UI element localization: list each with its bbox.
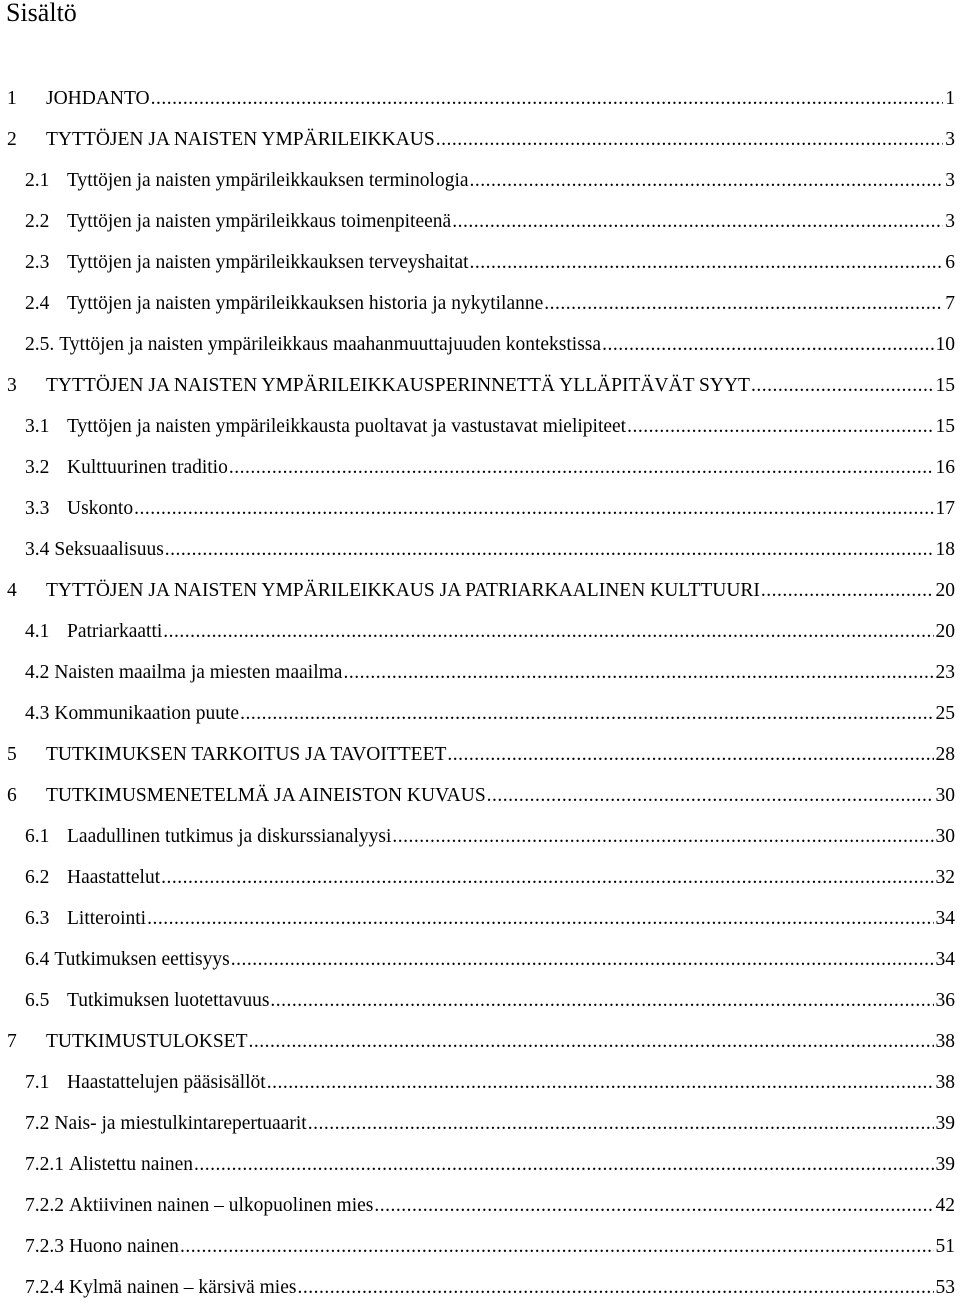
dot-leader: [470, 242, 944, 283]
toc-entry[interactable]: [0, 119, 960, 160]
dot-leader: [151, 78, 944, 119]
toc-entry[interactable]: [0, 1103, 960, 1144]
toc-entry-number: 1: [7, 78, 46, 119]
toc-entry-page-number: 42: [936, 1185, 960, 1226]
toc-entry[interactable]: [0, 1267, 960, 1308]
toc-entry[interactable]: [0, 529, 960, 570]
dot-leader: [308, 1103, 934, 1144]
dot-leader: [147, 898, 933, 939]
page-title: Sisältö: [6, 0, 77, 28]
toc-entry-title: Haastattelut: [67, 857, 160, 898]
toc-entry-page-number: 30: [936, 816, 960, 857]
dot-leader: [165, 529, 934, 570]
toc-entry-title: TYTTÖJEN JA NAISTEN YMPÄRILEIKKAUS: [46, 119, 435, 160]
dot-leader: [487, 775, 934, 816]
toc-entry-page-number: 34: [936, 898, 960, 939]
dot-leader: [343, 652, 933, 693]
toc-entry-page-number: 34: [936, 939, 960, 980]
toc-entry-page-number: 53: [936, 1267, 960, 1308]
toc-entry-title: Laadullinen tutkimus ja diskurssianalyysi: [67, 816, 391, 857]
dot-leader: [452, 201, 943, 242]
toc-entry-page-number: 7: [945, 283, 960, 324]
toc-entry[interactable]: [0, 1144, 960, 1185]
toc-entry-page-number: 32: [936, 857, 960, 898]
toc-entry[interactable]: [0, 365, 960, 406]
toc-entry-page-number: 25: [936, 693, 960, 734]
dot-leader: [180, 1226, 934, 1267]
toc-entry-title: TYTTÖJEN JA NAISTEN YMPÄRILEIKKAUSPERINNETTÄ YLLÄPITÄVÄT SYYT: [46, 365, 750, 406]
dot-leader: [447, 734, 933, 775]
toc-entry-page-number: 3: [945, 119, 960, 160]
toc-entry-number: 6.4: [25, 939, 54, 980]
toc-entry[interactable]: [0, 406, 960, 447]
toc-entry-page-number: 15: [936, 365, 960, 406]
toc-entry[interactable]: [0, 488, 960, 529]
toc-entry[interactable]: [0, 1021, 960, 1062]
dot-leader: [194, 1144, 933, 1185]
dot-leader: [161, 857, 933, 898]
dot-leader: [267, 1062, 934, 1103]
dot-leader: [240, 693, 933, 734]
toc-entry[interactable]: [0, 734, 960, 775]
toc-entry-title: Nais- ja miestulkintarepertuaarit: [54, 1103, 306, 1144]
toc-entry-title: Huono nainen: [69, 1226, 179, 1267]
toc-entry-number: 5: [7, 734, 46, 775]
toc-entry-number: 2.3: [25, 242, 67, 283]
dot-leader: [134, 488, 933, 529]
toc-entry-number: 2.1: [25, 160, 67, 201]
toc-entry-number: 3.2: [25, 447, 67, 488]
toc-entry[interactable]: [0, 652, 960, 693]
toc-entry[interactable]: [0, 816, 960, 857]
toc-entry-title: Naisten maailma ja miesten maailma: [54, 652, 342, 693]
toc-entry-number: 4.1: [25, 611, 67, 652]
toc-entry-page-number: 15: [936, 406, 960, 447]
toc-entry-title: Tyttöjen ja naisten ympärileikkauksen terminologia: [67, 160, 469, 201]
toc-entry-page-number: 38: [936, 1062, 960, 1103]
toc-entry-title: Tyttöjen ja naisten ympärileikkaus maahanmuuttajuuden kontekstissa: [59, 324, 601, 365]
toc-entry-title: TYTTÖJEN JA NAISTEN YMPÄRILEIKKAUS JA PATRIARKAALINEN KULTTUURI: [46, 570, 760, 611]
toc-entry-title: Tutkimuksen eettisyys: [54, 939, 229, 980]
toc-entry-page-number: 20: [936, 611, 960, 652]
table-of-contents: [0, 78, 960, 1308]
toc-entry-page-number: 3: [945, 160, 960, 201]
toc-entry[interactable]: [0, 693, 960, 734]
toc-entry[interactable]: [0, 447, 960, 488]
toc-entry-number: 4: [7, 570, 46, 611]
toc-entry-page-number: 51: [936, 1226, 960, 1267]
toc-entry[interactable]: [0, 1226, 960, 1267]
toc-entry-page-number: 38: [936, 1021, 960, 1062]
toc-entry[interactable]: [0, 1185, 960, 1226]
toc-entry-page-number: 1: [945, 78, 960, 119]
toc-entry-number: 7.2.2: [25, 1185, 69, 1226]
dot-leader: [761, 570, 934, 611]
toc-entry[interactable]: [0, 570, 960, 611]
toc-entry-title: Haastattelujen pääsisällöt: [67, 1062, 266, 1103]
toc-entry-title: Uskonto: [67, 488, 133, 529]
toc-entry-number: 3.3: [25, 488, 67, 529]
toc-entry[interactable]: [0, 160, 960, 201]
toc-entry[interactable]: [0, 775, 960, 816]
dot-leader: [270, 980, 933, 1021]
toc-entry-page-number: 18: [936, 529, 960, 570]
toc-entry-number: 7.2: [25, 1103, 54, 1144]
toc-entry[interactable]: [0, 611, 960, 652]
toc-entry-page-number: 3: [945, 201, 960, 242]
toc-entry[interactable]: [0, 283, 960, 324]
toc-entry-title: Kommunikaation puute: [54, 693, 239, 734]
toc-entry-number: 6.5: [25, 980, 67, 1021]
toc-entry-title: Tyttöjen ja naisten ympärileikkaus toimenpiteenä: [67, 201, 451, 242]
toc-entry-title: Tyttöjen ja naisten ympärileikkauksen historia ja nykytilanne: [67, 283, 543, 324]
toc-entry-number: 6.2: [25, 857, 67, 898]
dot-leader: [627, 406, 933, 447]
dot-leader: [470, 160, 944, 201]
toc-entry[interactable]: [0, 201, 960, 242]
toc-entry-number: 2.4: [25, 283, 67, 324]
toc-entry-page-number: 39: [936, 1103, 960, 1144]
toc-entry[interactable]: [0, 898, 960, 939]
dot-leader: [751, 365, 934, 406]
toc-entry-number: 7.2.3: [25, 1226, 69, 1267]
toc-entry-title: TUTKIMUSMENETELMÄ JA AINEISTON KUVAUS: [46, 775, 486, 816]
toc-entry-number: 2.5.: [25, 324, 59, 365]
dot-leader: [297, 1267, 933, 1308]
toc-entry[interactable]: [0, 980, 960, 1021]
toc-entry-title: Kulttuurinen traditio: [67, 447, 228, 488]
toc-entry-title: Litterointi: [67, 898, 146, 939]
toc-entry-number: 3.1: [25, 406, 67, 447]
toc-entry[interactable]: [0, 242, 960, 283]
dot-leader: [392, 816, 933, 857]
toc-entry-number: 3.4: [25, 529, 54, 570]
dot-leader: [231, 939, 934, 980]
toc-entry-page-number: 16: [936, 447, 960, 488]
toc-entry[interactable]: [0, 78, 960, 119]
toc-entry-number: 4.2: [25, 652, 54, 693]
toc-entry-page-number: 28: [936, 734, 960, 775]
toc-entry-page-number: 17: [936, 488, 960, 529]
toc-entry-page-number: 20: [936, 570, 960, 611]
toc-entry-number: 7.2.1: [25, 1144, 69, 1185]
toc-entry-title: JOHDANTO: [46, 78, 150, 119]
dot-leader: [374, 1185, 933, 1226]
toc-entry-page-number: 23: [936, 652, 960, 693]
toc-entry[interactable]: [0, 939, 960, 980]
toc-entry-title: Aktiivinen nainen – ulkopuolinen mies: [69, 1185, 373, 1226]
toc-entry-title: Tutkimuksen luotettavuus: [67, 980, 269, 1021]
toc-entry-number: 2.2: [25, 201, 67, 242]
toc-entry-number: 6.1: [25, 816, 67, 857]
toc-entry-number: 4.3: [25, 693, 54, 734]
toc-entry[interactable]: [0, 857, 960, 898]
toc-entry-page-number: 10: [936, 324, 960, 365]
toc-entry-title: TUTKIMUSTULOKSET: [46, 1021, 247, 1062]
toc-entry-number: 6: [7, 775, 46, 816]
toc-entry-title: Seksuaalisuus: [54, 529, 163, 570]
dot-leader: [163, 611, 933, 652]
toc-entry[interactable]: [0, 1062, 960, 1103]
toc-entry-title: Alistettu nainen: [69, 1144, 193, 1185]
toc-entry-page-number: 6: [945, 242, 960, 283]
toc-entry-title: TUTKIMUKSEN TARKOITUS JA TAVOITTEET: [46, 734, 446, 775]
toc-entry-number: 3: [7, 365, 46, 406]
dot-leader: [544, 283, 943, 324]
toc-entry-page-number: 36: [936, 980, 960, 1021]
dot-leader: [248, 1021, 933, 1062]
toc-entry-number: 7.1: [25, 1062, 67, 1103]
toc-entry-title: Tyttöjen ja naisten ympärileikkausta puoltavat ja vastustavat mielipiteet: [67, 406, 626, 447]
toc-entry-number: 7.2.4: [25, 1267, 69, 1308]
toc-entry-title: Patriarkaatti: [67, 611, 162, 652]
toc-entry-page-number: 39: [936, 1144, 960, 1185]
toc-entry-title: Kylmä nainen – kärsivä mies: [69, 1267, 296, 1308]
dot-leader: [436, 119, 944, 160]
toc-entry-number: 6.3: [25, 898, 67, 939]
toc-entry-number: 2: [7, 119, 46, 160]
toc-entry-number: 7: [7, 1021, 46, 1062]
dot-leader: [602, 324, 933, 365]
toc-entry-title: Tyttöjen ja naisten ympärileikkauksen terveyshaitat: [67, 242, 469, 283]
toc-entry[interactable]: [0, 324, 960, 365]
toc-entry-page-number: 30: [936, 775, 960, 816]
dot-leader: [229, 447, 934, 488]
